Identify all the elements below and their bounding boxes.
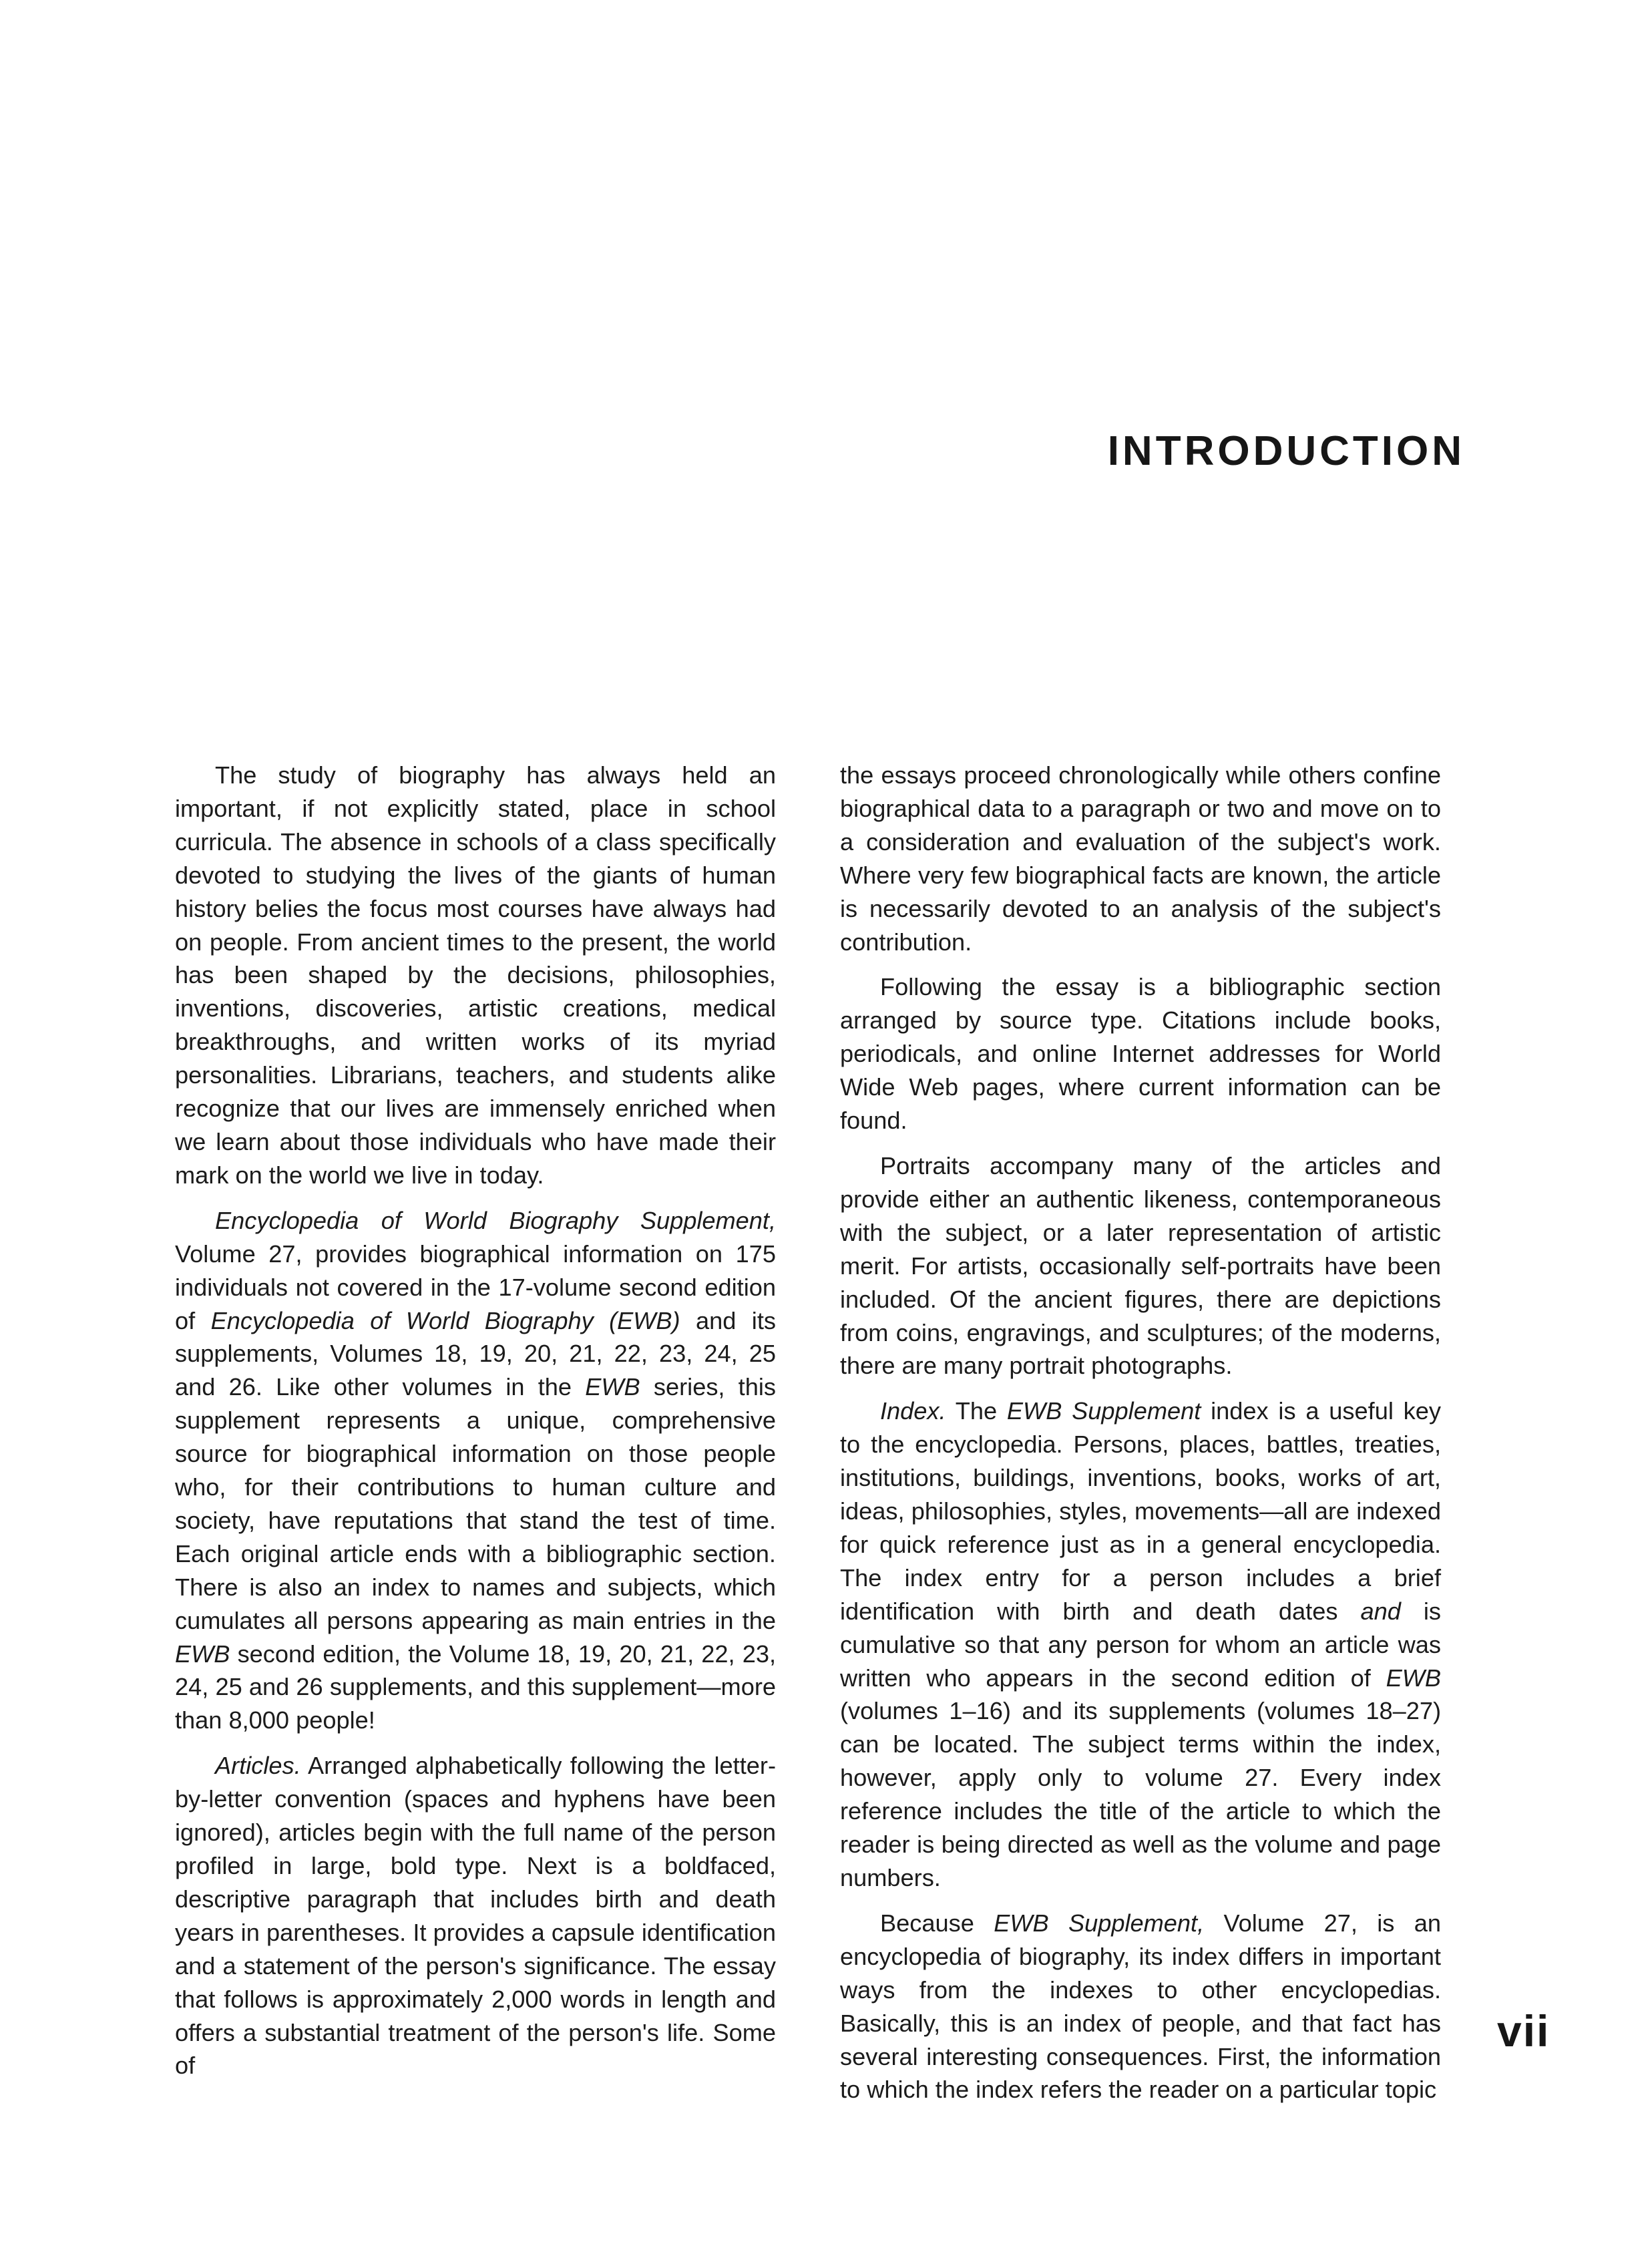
paragraph-intro: The study of biography has always held an important, if not explicitly stated, place in school curricula. The absence in schools of a class specifically devoted to studying the lives of the giants of human history belies the focus most courses have always had on people. From ancient times to the present, the world has been shaped by the decisions, philosophies, inventions, discoveries, artistic creations, medical breakthroughs, and written works of its myriad personalities. Librarians, teachers, and students alike recognize that our lives are immensely enriched when we learn about those individuals who have made their mark on the world we live in today. [175, 761, 776, 1189]
text-run: second edition, the Volume 18, 19, 20, 21, 22, 23, 24, 25 and 26 supplements, and this supplement—more than 8,000 people! [175, 1640, 776, 1734]
title-italic: EWB [1386, 1664, 1441, 1692]
paragraph-articles [175, 1749, 776, 2082]
title-italic: EWB Supplement [1006, 1397, 1201, 1425]
left-column [175, 759, 776, 2082]
paragraph-portraits: Portraits accompany many of the articles and provide either an authentic likeness, contemporaneous with the subject, or a later representation of artistic merit. For artists, occasionally self-portraits have been included. Of the ancient figures, there are depictions from coins, engravings, and sculptures; of the moderns, there are many portrait photographs. [840, 1151, 1441, 1380]
text-run: Volume 27, provides biographical information on 175 individuals not covered in the 17-volume second edition of [175, 1240, 776, 1334]
page-number: vii [1497, 2006, 1551, 2056]
title-italic: EWB Supplement, [994, 1909, 1205, 1937]
text-run: series, this supplement represents a unique, comprehensive source for biographical information on those people who, for their contributions to human culture and society, have reputations that stand the test of time. Each original article ends with a bibliographic section. There is also an index to names and subjects, which cumulates all persons appearing as main entries in the [175, 1373, 776, 1634]
title-italic: Encyclopedia of World Biography (EWB) [210, 1306, 680, 1334]
title-italic: Encyclopedia of World Biography Supplement, [215, 1206, 776, 1234]
paragraph-index-differences [840, 1907, 1441, 2106]
right-column [840, 759, 1441, 2106]
text-run: Volume 27, is an encyclopedia of biography, its index differs in important ways from the indexes to other encyclopedias. Basically, this is an index of people, and that fact has several interesting consequences. First, the information to which the index refers the reader on a particular topic [840, 1909, 1441, 2104]
title-italic: EWB [175, 1640, 230, 1668]
paragraph-bibliography: Following the essay is a bibliographic section arranged by source type. Citations include books, periodicals, and online Internet addresses for World Wide Web pages, where current information can be found. [840, 973, 1441, 1135]
page-title: INTRODUCTION [1107, 428, 1465, 474]
text-run: index is a useful key to the encyclopedia. Persons, places, battles, treaties, institutions, buildings, inventions, books, works of art, ideas, philosophies, styles, movements—all are indexed for quick reference just as in a general encyclopedia. The index entry for a person includes a brief identification with birth and death dates [840, 1397, 1441, 1625]
paragraph-index [840, 1394, 1441, 1895]
title-italic: EWB [585, 1373, 640, 1401]
text-run: is cumulative so that any person for whom an article was written who appears in the second edition of [840, 1597, 1442, 1692]
emphasis-and: and [1360, 1597, 1401, 1625]
text-run: The [946, 1397, 1007, 1425]
text-run: (volumes 1–16) and its supplements (volumes 18–27) can be located. The subject terms within the index, however, apply only to volume 27. Every index reference includes the title of the article to which the reader is being directed as well as the volume and page numbers. [840, 1697, 1441, 1891]
section-label-articles: Articles. [215, 1752, 301, 1780]
paragraph-articles-continued: the essays proceed chronologically while others confine biographical data to a paragraph or two and move on to a consideration and evaluation of the subject's work. Where very few biographical facts are known, the article is necessarily devoted to an analysis of the subject's contribution. [840, 761, 1441, 956]
paragraph-volume-overview [175, 1204, 776, 1738]
text-run: Arranged alphabetically following the letter-by-letter convention (spaces and hyphens have been ignored), articles begin with the full name of the person profiled in large, bold type. Next is a boldfaced, descriptive paragraph that includes birth and death years in parentheses. It provides a capsule identification and a statement of the person's significance. The essay that follows is approximately 2,000 words in length and offers a substantial treatment of the person's life. Some of [175, 1752, 776, 2080]
text-run: Because [880, 1909, 994, 1937]
text-run: and its supplements, Volumes 18, 19, 20, 21, 22, 23, 24, 25 and 26. Like other volumes in the [175, 1306, 776, 1401]
section-label-index: Index. [880, 1397, 946, 1425]
